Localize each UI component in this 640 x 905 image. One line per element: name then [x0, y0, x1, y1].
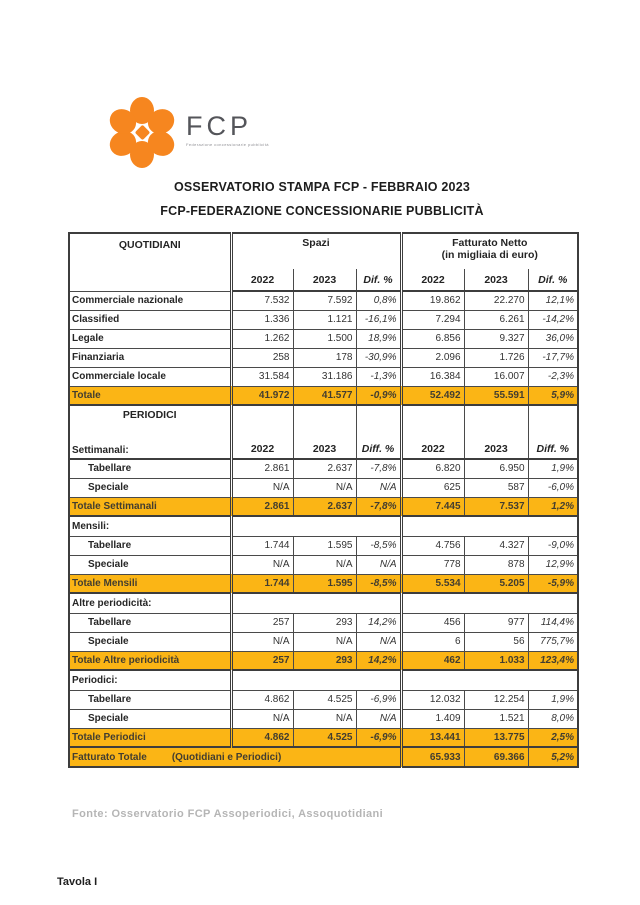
cell-value: 293 — [293, 651, 356, 670]
cell-value: 16.384 — [401, 367, 464, 386]
cell-value: 14,2% — [356, 613, 401, 632]
row-label: Tabellare — [69, 459, 231, 478]
grand-total-label-wrap — [70, 752, 400, 763]
cell-value: 257 — [231, 613, 293, 632]
grand-total-sublabel: (Quotidiani e Periodici) — [171, 751, 282, 763]
dif-header: Dif. % — [356, 269, 401, 291]
cell-value: 12.254 — [464, 690, 528, 709]
data-row — [69, 367, 578, 386]
cell-value: 1.521 — [464, 709, 528, 728]
cell-value: 6.261 — [464, 310, 528, 329]
cell-value: 1.595 — [293, 574, 356, 593]
cell-value: 55.591 — [464, 386, 528, 405]
cell-value: -6,9% — [356, 728, 401, 747]
cell-value: 775,7% — [528, 632, 578, 651]
cell-value: 1,9% — [528, 459, 578, 478]
cell-value: 1.033 — [464, 651, 528, 670]
cell-value: 1.726 — [464, 348, 528, 367]
page-subtitle: FCP-FEDERAZIONE CONCESSIONARIE PUBBLICITÀ — [160, 204, 484, 218]
row-label: Classified — [69, 310, 231, 329]
cell-value: -2,3% — [528, 367, 578, 386]
row-label: Speciale — [69, 709, 231, 728]
row-label: Tabellare — [69, 613, 231, 632]
cell-value: 4.327 — [464, 536, 528, 555]
section-row — [69, 516, 578, 536]
cell-value: 52.492 — [401, 386, 464, 405]
footer-table-label: Tavola I — [57, 876, 98, 888]
cell-value: 5,9% — [528, 386, 578, 405]
cell-value: 123,4% — [528, 651, 578, 670]
row-label: Totale Periodici — [69, 728, 231, 747]
data-row — [69, 690, 578, 709]
table-header-row — [69, 233, 578, 269]
cell-value: 257 — [231, 651, 293, 670]
cell-value: 7.294 — [401, 310, 464, 329]
section-label: Altre periodicità: — [69, 593, 231, 613]
empty-group-cell — [231, 670, 401, 690]
year-header: 2023 — [293, 269, 356, 291]
cell-value: 31.584 — [231, 367, 293, 386]
cell-value: 977 — [464, 613, 528, 632]
row-label: Speciale — [69, 555, 231, 574]
cell-value: -1,3% — [356, 367, 401, 386]
cell-value: 7.537 — [464, 497, 528, 516]
cell-value: -0,9% — [356, 386, 401, 405]
dif-header: Dif. % — [528, 269, 578, 291]
year-label: 2023 — [312, 443, 337, 455]
cell-value: 4.525 — [293, 728, 356, 747]
year-header — [401, 405, 464, 459]
cell-value: 2.637 — [293, 459, 356, 478]
data-row — [69, 478, 578, 497]
cell-value: -6,0% — [528, 478, 578, 497]
data-row — [69, 709, 578, 728]
cell-value: 625 — [401, 478, 464, 497]
cell-value: 0,8% — [356, 291, 401, 310]
cell-value: 13.441 — [401, 728, 464, 747]
grand-total-label-cell — [69, 747, 401, 767]
row-label: Totale Settimanali — [69, 497, 231, 516]
data-row — [69, 555, 578, 574]
cell-value: 178 — [293, 348, 356, 367]
cell-value: 456 — [401, 613, 464, 632]
diff-header — [528, 405, 578, 459]
cell-value: 5.205 — [464, 574, 528, 593]
cell-value: -7,8% — [356, 497, 401, 516]
cell-value: 31.186 — [293, 367, 356, 386]
cell-value: 462 — [401, 651, 464, 670]
row-label: Totale — [69, 386, 231, 405]
cell-value: 41.972 — [231, 386, 293, 405]
fcp-logo — [106, 96, 269, 168]
data-row — [69, 329, 578, 348]
row-label: Legale — [69, 329, 231, 348]
cell-value: N/A — [356, 555, 401, 574]
total-row — [69, 728, 578, 747]
total-row — [69, 574, 578, 593]
empty-group-cell — [401, 593, 578, 613]
cell-value: N/A — [293, 709, 356, 728]
periodici-label-wrap — [70, 406, 230, 458]
section-label: Mensili: — [69, 516, 231, 536]
cell-value: -14,2% — [528, 310, 578, 329]
cell-value: 1,2% — [528, 497, 578, 516]
cell-value: 1,9% — [528, 690, 578, 709]
cell-value: -30,9% — [356, 348, 401, 367]
cell-value: 8,0% — [528, 709, 578, 728]
cell-value: N/A — [231, 632, 293, 651]
cell-value: 258 — [231, 348, 293, 367]
year-header — [231, 405, 293, 459]
total-row — [69, 497, 578, 516]
cell-value: 1.500 — [293, 329, 356, 348]
data-row — [69, 310, 578, 329]
cell-value: 5,2% — [528, 747, 578, 767]
cell-value: 4.525 — [293, 690, 356, 709]
cell-value: 293 — [293, 613, 356, 632]
cell-value: 56 — [464, 632, 528, 651]
cell-value: -5,9% — [528, 574, 578, 593]
cell-value: 22.270 — [464, 291, 528, 310]
cell-value: 778 — [401, 555, 464, 574]
cell-value: -8,5% — [356, 536, 401, 555]
cell-value: -16,1% — [356, 310, 401, 329]
page-title: OSSERVATORIO STAMPA FCP - FEBBRAIO 2023 — [173, 180, 471, 194]
total-row — [69, 386, 578, 405]
cell-value: N/A — [231, 555, 293, 574]
data-row — [69, 348, 578, 367]
fcp-flower-icon — [106, 96, 178, 168]
header-quotidiani: QUOTIDIANI — [118, 239, 181, 251]
grand-total-label: Fatturato Totale — [72, 751, 147, 763]
cell-value: 1.744 — [231, 574, 293, 593]
cell-value: N/A — [356, 632, 401, 651]
cell-value: N/A — [231, 478, 293, 497]
cell-value: N/A — [293, 555, 356, 574]
cell-value: -17,7% — [528, 348, 578, 367]
grand-total-row — [69, 747, 578, 767]
cell-value: 36,0% — [528, 329, 578, 348]
year-header: 2022 — [401, 269, 464, 291]
cell-value: 9.327 — [464, 329, 528, 348]
cell-value: 2.861 — [231, 497, 293, 516]
row-label: Speciale — [69, 632, 231, 651]
header-fatturato-line1: Fatturato Netto — [452, 237, 528, 249]
cell-value: -9,0% — [528, 536, 578, 555]
header-fatturato-line2: (in migliaia di euro) — [441, 249, 538, 261]
cell-value: 2.096 — [401, 348, 464, 367]
cell-value: N/A — [356, 478, 401, 497]
cell-value: -6,9% — [356, 690, 401, 709]
section-label: Periodici: — [69, 670, 231, 690]
year-header — [293, 405, 356, 459]
year-label: 2023 — [484, 443, 508, 455]
year-label: Diff. % — [536, 443, 569, 455]
header-group-fatturato — [401, 233, 578, 269]
total-row — [69, 651, 578, 670]
cell-value: N/A — [293, 478, 356, 497]
cell-value: 4.862 — [231, 690, 293, 709]
report-table — [68, 232, 579, 768]
row-label: Totale Altre periodicità — [69, 651, 231, 670]
cell-value: 69.366 — [464, 747, 528, 767]
empty-group-cell — [401, 516, 578, 536]
year-label: 2022 — [421, 443, 445, 455]
data-row — [69, 613, 578, 632]
cell-value: 19.862 — [401, 291, 464, 310]
cell-value: -8,5% — [356, 574, 401, 593]
cell-value: 7.592 — [293, 291, 356, 310]
data-row — [69, 459, 578, 478]
year-header: 2023 — [464, 269, 528, 291]
cell-value: N/A — [356, 709, 401, 728]
cell-value: 6.856 — [401, 329, 464, 348]
cell-value: 7.532 — [231, 291, 293, 310]
year-label: 2022 — [250, 443, 275, 455]
row-label: Finanziaria — [69, 348, 231, 367]
cell-value: 1.262 — [231, 329, 293, 348]
table-body — [69, 233, 578, 767]
periodici-label-cell — [69, 405, 231, 459]
row-label: Commerciale locale — [69, 367, 231, 386]
section-row — [69, 670, 578, 690]
cell-value: 1.595 — [293, 536, 356, 555]
cell-value: 2.637 — [293, 497, 356, 516]
logo-wordmark: FCP — [186, 111, 252, 141]
logo-text-block — [186, 96, 269, 168]
cell-value: 6.820 — [401, 459, 464, 478]
row-label: Tabellare — [69, 690, 231, 709]
data-row — [69, 632, 578, 651]
cell-value: N/A — [293, 632, 356, 651]
year-label: Diff. % — [361, 443, 395, 455]
cell-value: 6.950 — [464, 459, 528, 478]
empty-group-cell — [231, 593, 401, 613]
cell-value: 1.336 — [231, 310, 293, 329]
row-label: Totale Mensili — [69, 574, 231, 593]
cell-value: 2.861 — [231, 459, 293, 478]
cell-value: 12,1% — [528, 291, 578, 310]
cell-value: 12.032 — [401, 690, 464, 709]
cell-value: 13.775 — [464, 728, 528, 747]
data-row — [69, 291, 578, 310]
cell-value: N/A — [231, 709, 293, 728]
cell-value: 18,9% — [356, 329, 401, 348]
empty-group-cell — [231, 516, 401, 536]
year-header: 2022 — [231, 269, 293, 291]
cell-value: 5.534 — [401, 574, 464, 593]
cell-value: 1.744 — [231, 536, 293, 555]
row-label: Speciale — [69, 478, 231, 497]
logo-tagline: Federazione concessionarie pubblicità — [186, 142, 269, 147]
cell-value: 7.445 — [401, 497, 464, 516]
row-label: Commerciale nazionale — [69, 291, 231, 310]
empty-group-cell — [401, 670, 578, 690]
cell-value: 4.862 — [231, 728, 293, 747]
cell-value: 587 — [464, 478, 528, 497]
cell-value: 1.409 — [401, 709, 464, 728]
cell-value: 12,9% — [528, 555, 578, 574]
periodici-title: PERIODICI — [122, 409, 177, 421]
section-row — [69, 593, 578, 613]
cell-value: 6 — [401, 632, 464, 651]
cell-value: 878 — [464, 555, 528, 574]
cell-value: 16.007 — [464, 367, 528, 386]
cell-value: 41.577 — [293, 386, 356, 405]
cell-value: 14,2% — [356, 651, 401, 670]
row-label: Tabellare — [69, 536, 231, 555]
diff-header — [356, 405, 401, 459]
cell-value: 2,5% — [528, 728, 578, 747]
cell-value: 4.756 — [401, 536, 464, 555]
periodici-header-row — [69, 405, 578, 459]
cell-value: -7,8% — [356, 459, 401, 478]
periodici-sub-label: Settimanali: — [72, 445, 129, 456]
cell-value: 1.121 — [293, 310, 356, 329]
source-note: Fonte: Osservatorio FCP Assoperiodici, Assoquotidiani — [72, 808, 384, 820]
header-group-spazi: Spazi — [231, 233, 401, 269]
data-row — [69, 536, 578, 555]
cell-value: 65.933 — [401, 747, 464, 767]
year-header — [464, 405, 528, 459]
cell-value: 114,4% — [528, 613, 578, 632]
